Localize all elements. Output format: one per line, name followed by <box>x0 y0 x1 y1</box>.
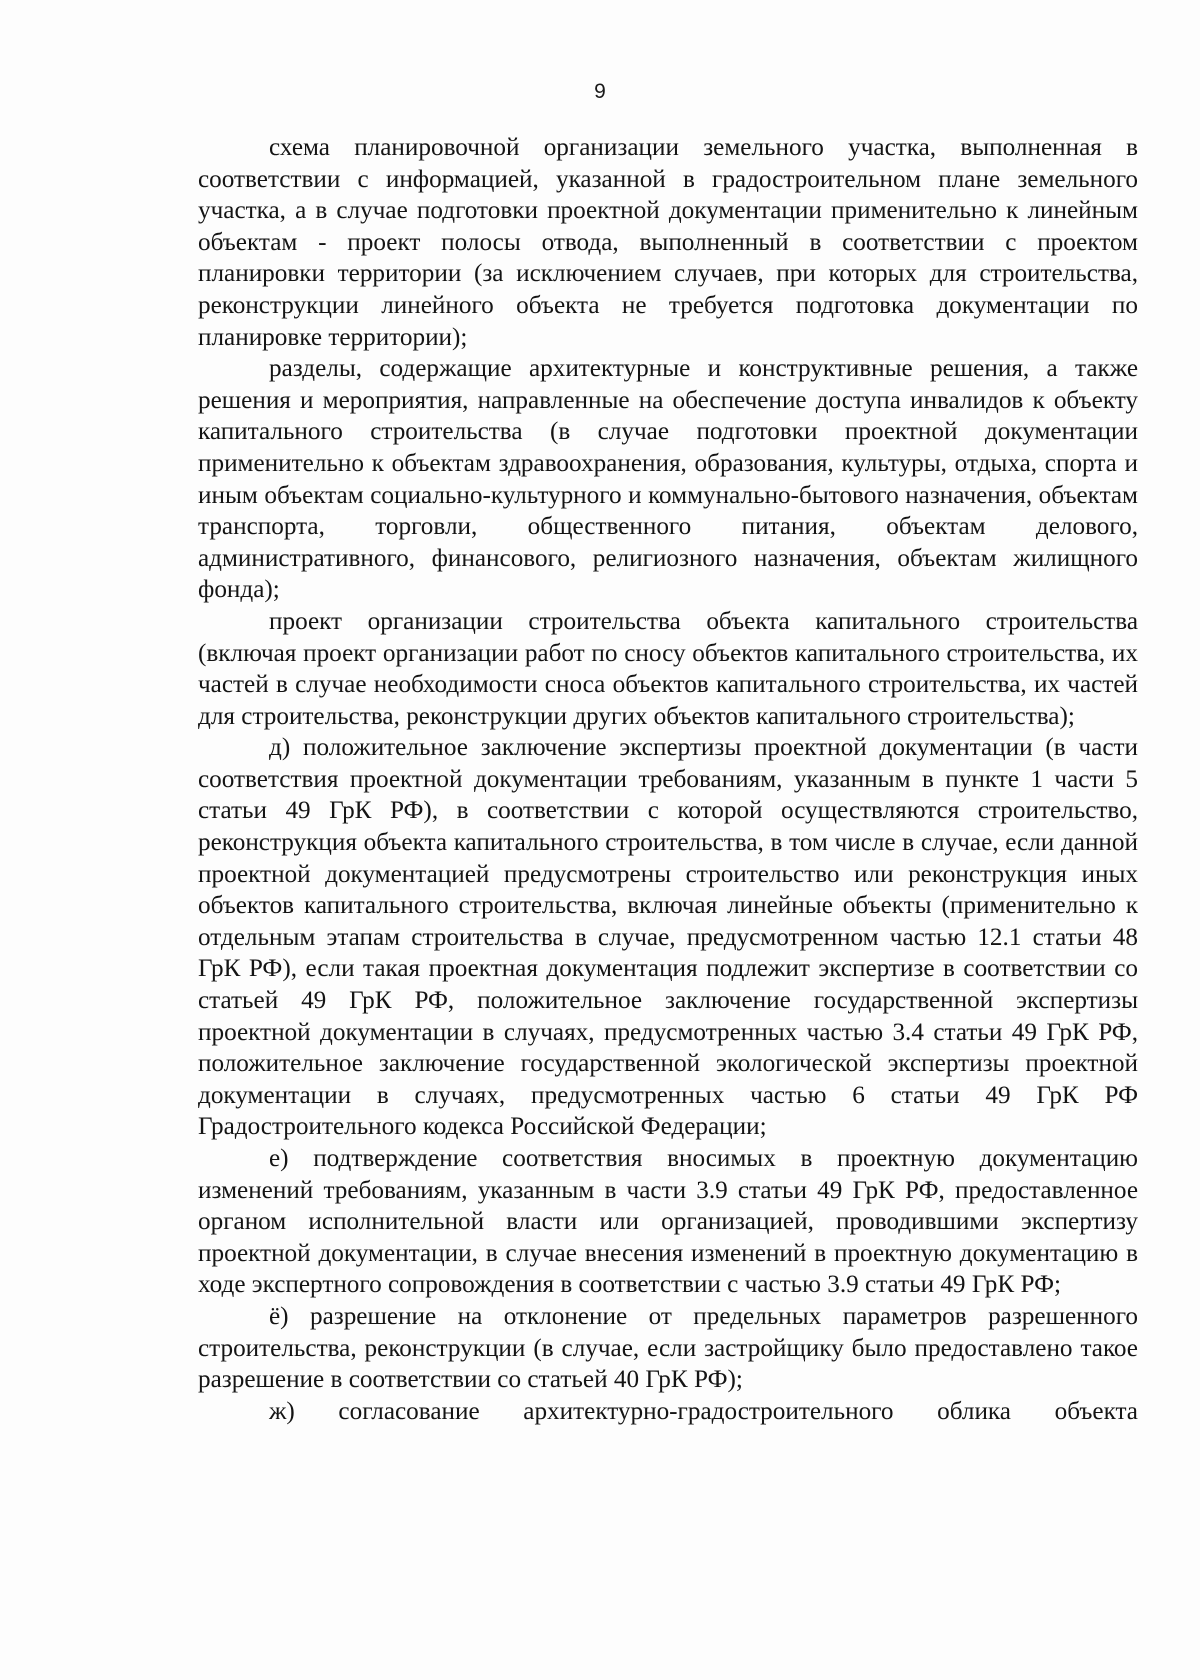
paragraph-item-yo-deviation-permit: ё) разрешение на отклонение от предельных параметров разрешенного строительства, реконструкции (в случае, если застройщику было предоставлено такое разрешение в соответствии со статьей 40 ГрК РФ); <box>198 1302 1138 1394</box>
paragraph-site-plan-scheme: схема планировочной организации земельного участка, выполненная в соответствии с информацией, указанной в градостроительном плане земельного участка, а в случае подготовки проектной документации применительно к линейным объектам - проект полосы отвода, выполненный в соответствии с проектом планировки территории (за исключением случаев, при которых для строительства, реконструкции линейного объекта не требуется подготовка документации по планировке территории); <box>198 134 1138 351</box>
document-body <box>198 132 1138 1427</box>
paragraph-construction-organization-project: проект организации строительства объекта капитального строительства (включая проект организации работ по сносу объектов капитального строительства, их частей в случае необходимости сноса объектов капитального строительства, их частей для строительства, реконструкции других объектов капитального строительства); <box>198 607 1138 730</box>
paragraph-architectural-sections: разделы, содержащие архитектурные и конструктивные решения, а также решения и мероприятия, направленные на обеспечение доступа инвалидов к объекту капитального строительства (в случае подготовки проектной документации применительно к объектам здравоохранения, образования, культуры, отдыха, спорта и иным объектам социально-культурного и коммунально-бытового назначения, объектам транспорта, торговли, общественного питания, объектам делового, административного, финансового, религиозного назначения, объектам жилищного фонда); <box>198 355 1138 604</box>
page-number: 9 <box>594 80 606 103</box>
paragraph-item-zh-appearance-approval: ж) согласование архитектурно-градостроительного облика объекта <box>269 1397 1138 1425</box>
paragraph-item-e-changes-confirmation: е) подтверждение соответствия вносимых в проектную документацию изменений требованиям, указанным в части 3.9 статьи 49 ГрК РФ, предоставленное органом исполнительной власти или организацией, проводившими экспертизу проектной документации, в случае внесения изменений в проектную документацию в ходе экспертного сопровождения в соответствии с частью 3.9 статьи 49 ГрК РФ; <box>198 1145 1138 1299</box>
paragraph-item-d-expertise-conclusion: д) положительное заключение экспертизы проектной документации (в части соответствия проектной документации требованиям, указанным в пункте 1 части 5 статьи 49 ГрК РФ), в соответствии с которой осуществляются строительство, реконструкция объекта капитального строительства, в том числе в случае, если данной проектной документацией предусмотрены строительство или реконструкция иных объектов капитального строительства, включая линейные объекты (применительно к отдельным этапам строительства в случае, предусмотренном частью 12.1 статьи 48 ГрК РФ), если такая проектная документация подлежит экспертизе в соответствии со статьей 49 ГрК РФ, положительное заключение государственной экспертизы проектной документации в случаях, предусмотренных частью 3.4 статьи 49 ГрК РФ, положительное заключение государственной экологической экспертизы проектной документации в случаях, предусмотренных частью 6 статьи 49 ГрК РФ Градостроительного кодекса Российской Федерации; <box>198 734 1138 1141</box>
